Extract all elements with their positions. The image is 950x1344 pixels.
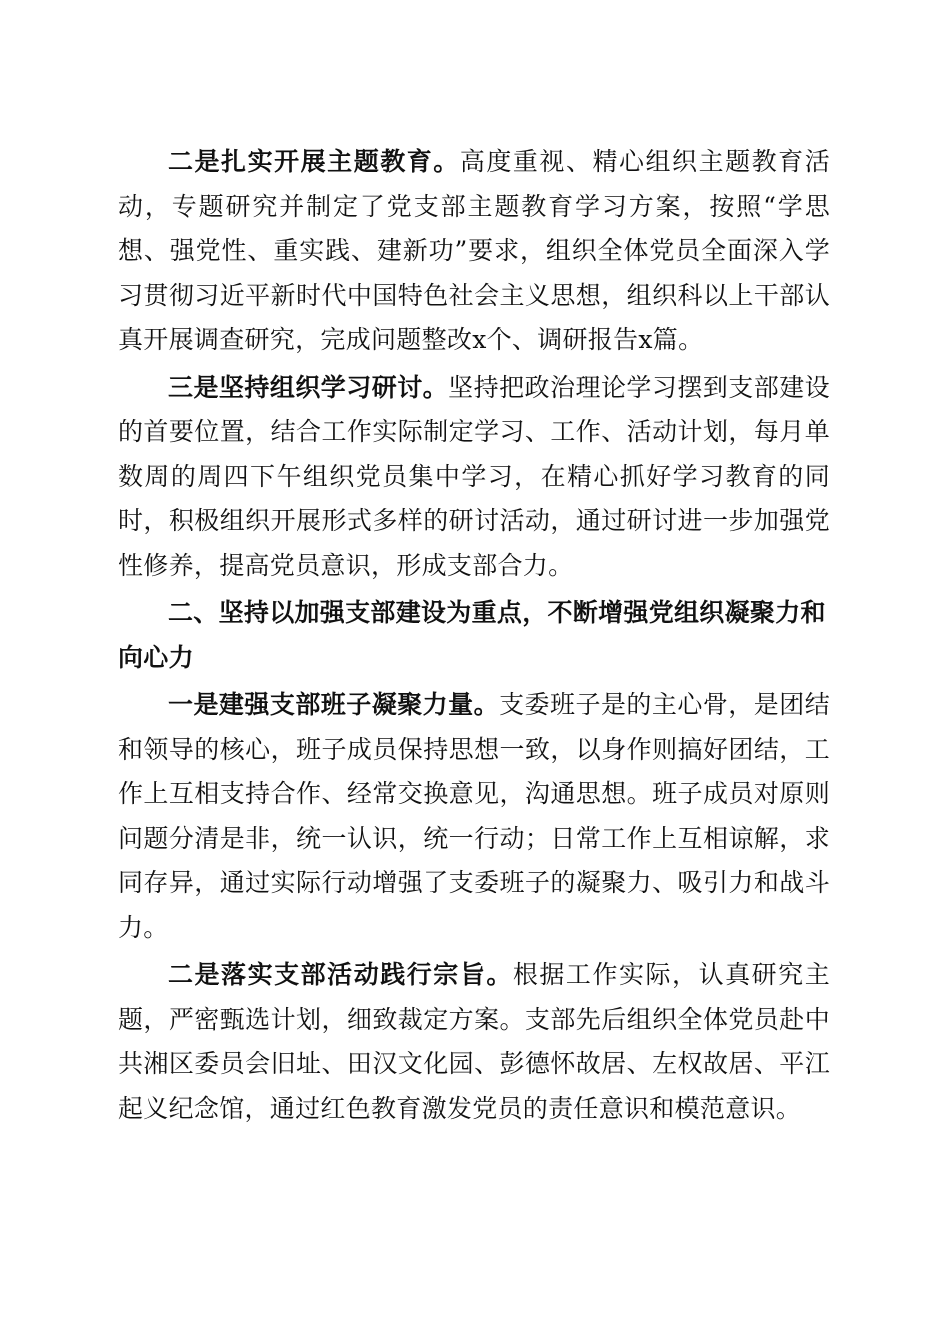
paragraph-lead: 三是坚持组织学习研讨。 <box>168 372 449 402</box>
paragraph-branch-activities <box>118 953 830 1131</box>
paragraph-body: 高度重视、精心组织主题教育活动，专题研究并制定了党支部主题教育学习方案，按照“学思想、强党性、重实践、建新功”要求，组织全体党员全面深入学习贯彻习近平新时代中国特色社会主义思想，组织科以上干部认真开展调查研究，完成问题整改x个、调研报告x篇。 <box>118 147 830 354</box>
paragraph-lead: 二是扎实开展主题教育。 <box>168 147 460 176</box>
section-heading: 二、坚持以加强支部建设为重点，不断增强党组织凝聚力和向心力 <box>118 598 826 672</box>
paragraph-branch-team <box>118 683 830 950</box>
paragraph-theme-education <box>118 140 830 363</box>
paragraph-lead: 一是建强支部班子凝聚力量。 <box>168 690 500 719</box>
paragraph-body: 根据工作实际，认真研究主题，严密甄选计划，细致裁定方案。支部先后组织全体党员赴中共湘区委员会旧址、田汉文化园、彭德怀故居、左权故居、平江起义纪念馆，通过红色教育激发党员的责任意识和模范意识。 <box>118 960 830 1123</box>
paragraph-study-seminar <box>118 366 830 589</box>
paragraph-body: 支委班子是的主心骨，是团结和领导的核心，班子成员保持思想一致，以身作则搞好团结，工作上互相支持合作、经常交换意见，沟通思想。班子成员对原则问题分清是非，统一认识，统一行动；日常工作上互相谅解，求同存异，通过实际行动增强了支委班子的凝聚力、吸引力和战斗力。 <box>118 690 831 942</box>
paragraph-lead: 二是落实支部活动践行宗旨。 <box>168 960 513 989</box>
document-page <box>118 140 830 1131</box>
paragraph-body: 坚持把政治理论学习摆到支部建设的首要位置，结合工作实际制定学习、工作、活动计划，每月单数周的周四下午组织党员集中学习，在精心抓好学习教育的同时，积极组织开展形式多样的研讨活动，通过研讨进一步加强党性修养，提高党员意识，形成支部合力。 <box>118 372 830 580</box>
